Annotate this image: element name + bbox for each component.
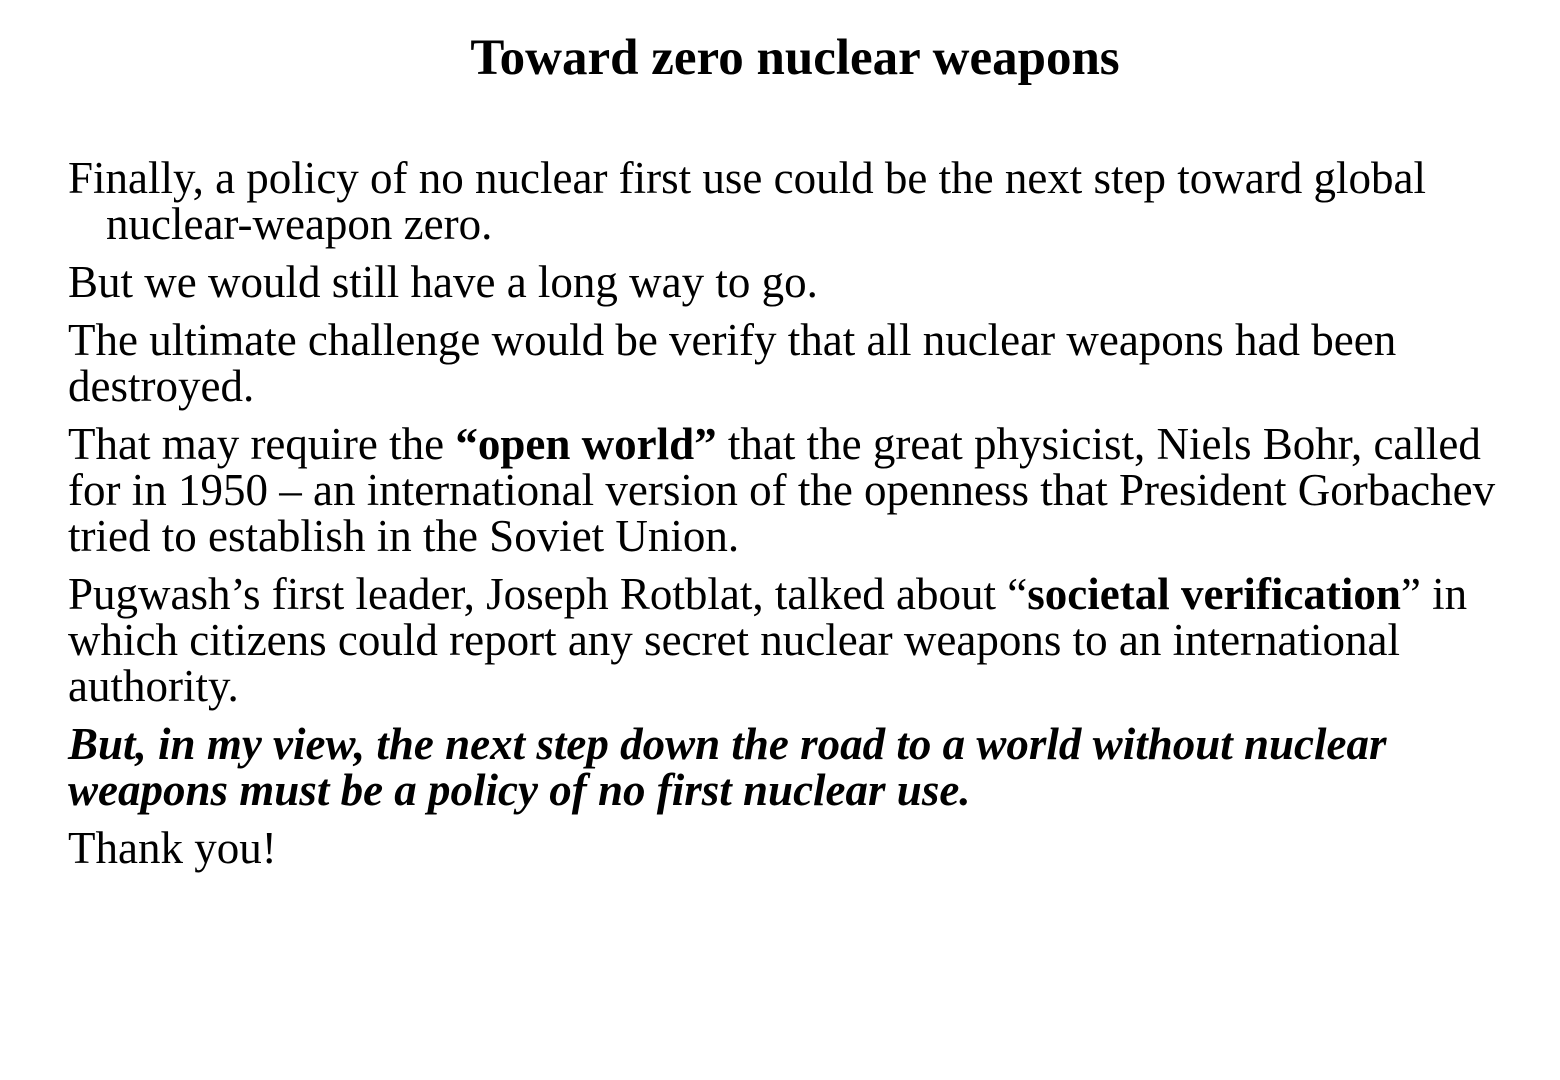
paragraph-societal-verification <box>68 571 1538 709</box>
open-world-text-before: That may require the <box>68 419 456 469</box>
paragraph-long-way: But we would still have a long way to go. <box>68 257 818 307</box>
paragraph-first-use-step: Finally, a policy of no nuclear first use could be the next step toward global nuclear-weapon zero. <box>68 153 1426 249</box>
societal-text-after: ” in which citizens could report any secret nuclear weapons to an international authority. <box>68 569 1468 711</box>
slide-body <box>68 155 1538 883</box>
open-world-bold: “open world” <box>455 419 717 469</box>
paragraph-open-world <box>68 421 1538 559</box>
paragraph-thank-you: Thank you! <box>68 823 277 873</box>
societal-text-before: Pugwash’s first leader, Joseph Rotblat, talked about “ <box>68 569 1028 619</box>
paragraph-verification-challenge: The ultimate challenge would be verify that all nuclear weapons had been destroyed. <box>68 315 1397 411</box>
societal-verification-bold: societal verification <box>1027 569 1401 619</box>
slide-title: Toward zero nuclear weapons <box>470 30 1120 86</box>
paragraph-no-first-use-conclusion: But, in my view, the next step down the road to a world without nuclear weapons must be a policy of no first nuclear use. <box>68 719 1387 815</box>
open-world-text-after: that the great physicist, Niels Bohr, called for in 1950 – an international version of the openness that President Gorbachev tried to establish in the Soviet Union. <box>68 419 1496 561</box>
